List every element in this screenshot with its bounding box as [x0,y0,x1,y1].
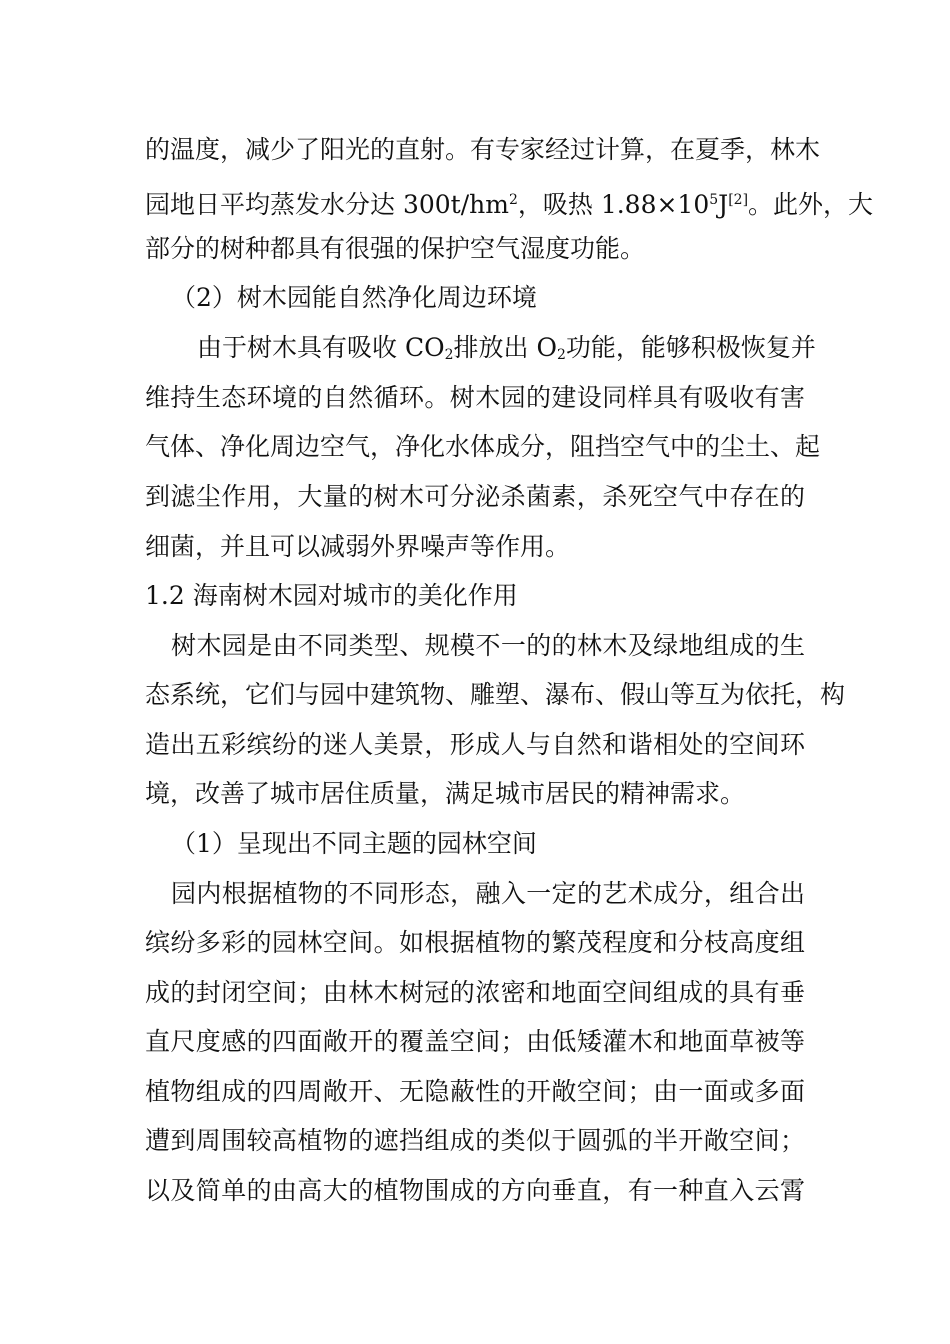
section-heading: （1）呈现出不同主题的园林空间 [171,829,537,858]
text-line [197,330,816,366]
text-line: 的温度，减少了阳光的直射。有专家经过计算，在夏季，林木 [145,135,821,164]
text-line [145,182,874,219]
text-line: 细菌，并且可以减弱外界噪声等作用。 [145,532,571,561]
text-run: 功能，能够积极恢复并 [565,333,816,362]
subscript: 2 [444,347,454,363]
text-run: 排放出 O [453,333,557,362]
text-line: 维持生态环境的自然循环。树木园的建设同样具有吸收有害 [145,383,805,412]
text-line: 缤纷多彩的园林空间。如根据植物的繁茂程度和分枝高度组 [145,928,805,957]
citation-superscript: [2] [728,192,749,208]
text-line: 到滤尘作用，大量的树木可分泌杀菌素，杀死空气中存在的 [145,482,805,511]
text-line: 树木园是由不同类型、规模不一的的林木及绿地组成的生 [171,631,805,660]
text-run: 由于树木具有吸收 CO [197,333,445,362]
text-line: 遭到周围较高植物的遮挡组成的类似于圆弧的半开敞空间； [145,1126,805,1155]
text-line: 成的封闭空间；由林木树冠的浓密和地面空间组成的具有垂 [145,978,805,1007]
text-run: ，吸热 1.88×10 [517,190,710,219]
superscript: 2 [508,192,518,208]
superscript: 5 [709,192,719,208]
section-heading: （2）树木园能自然净化周边环境 [171,283,537,312]
subscript: 2 [556,347,566,363]
text-line: 园内根据植物的不同形态，融入一定的艺术成分，组合出 [171,879,805,908]
text-line: 植物组成的四周敞开、无隐蔽性的开敞空间；由一面或多面 [145,1077,805,1106]
text-line: 境，改善了城市居住质量，满足城市居民的精神需求。 [145,779,746,808]
text-line: 以及简单的由高大的植物围成的方向垂直，有一种直入云霄 [145,1176,805,1205]
text-line: 部分的树种都具有很强的保护空气湿度功能。 [145,234,646,263]
text-run: J [718,190,729,219]
text-line: 直尺度感的四面敞开的覆盖空间；由低矮灌木和地面草被等 [145,1027,805,1056]
text-run: 园地日平均蒸发水分达 300t/hm [145,190,509,219]
text-line: 态系统，它们与园中建筑物、雕塑、瀑布、假山等互为依托，构 [145,680,846,709]
text-line: 造出五彩缤纷的迷人美景，形成人与自然和谐相处的空间环 [145,730,805,759]
text-line: 气体、净化周边空气，净化水体成分，阻挡空气中的尘土、起 [145,432,821,461]
section-heading: 1.2 海南树木园对城市的美化作用 [145,581,518,610]
text-run: 。此外，大 [748,190,874,219]
